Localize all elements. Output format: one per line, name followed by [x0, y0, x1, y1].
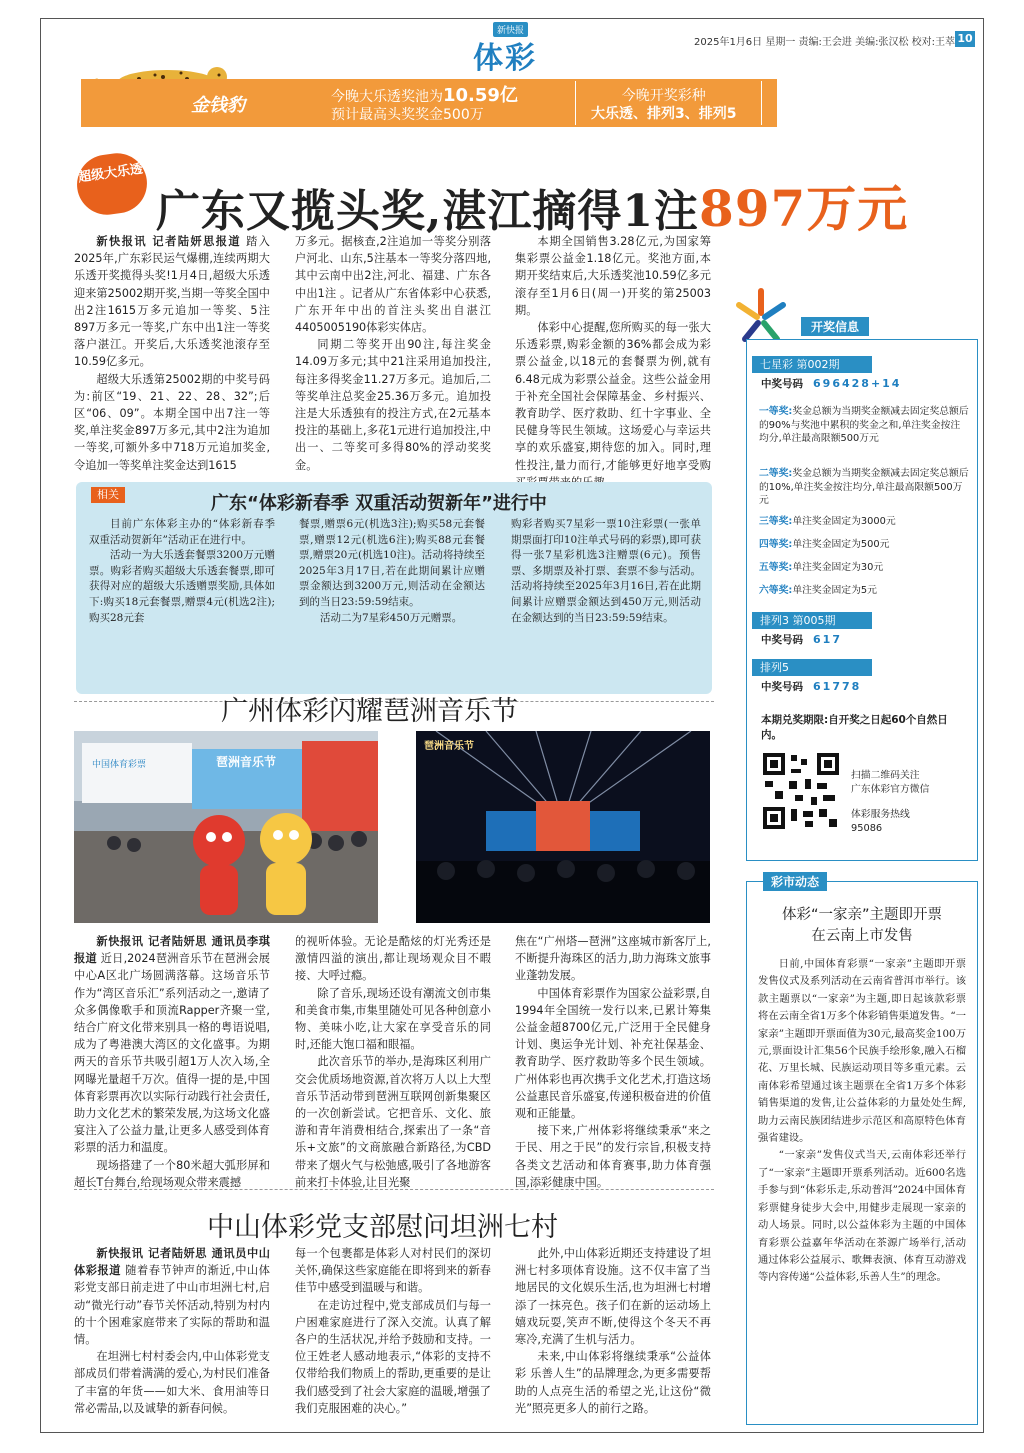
music-p3: 的视听体验。无论是酷炫的灯光秀还是激情四溢的演出,都让现场观众目不暇接、大呼过瘾。 [295, 935, 491, 983]
page-number: 10 [955, 31, 975, 47]
jackpot-info [331, 87, 518, 124]
lead-byline: 新快报讯 记者陆妍思报道 [96, 235, 242, 248]
headline-amount: 897万元 [698, 179, 909, 238]
prize-1-head: 一等奖: [759, 406, 793, 417]
lead-column-1 [74, 233, 270, 473]
pl3-row [761, 633, 842, 647]
prize-2-text: 奖金总额为当期奖金额减去固定奖总额后的10%,单注奖金按注均分,单注最高限额500万元 [759, 468, 969, 506]
jackpot-amount: 10.59亿 [443, 85, 518, 106]
music-column-2 [295, 933, 491, 1189]
photo2-logo: 琶洲音乐节 [424, 741, 474, 752]
related-p3: 餐票,赠票6元(机选3注);购买58元套餐票,赠票12元(机选6注);购买88元套餐票,赠票20元(机选10注)。活动将持续至2025年3月17日,若在此期间累计应赠票金额达到3200万元,则活动在金额达到的当日23:59:59结束。 [299, 518, 485, 608]
lead-p2: 超级大乐透第25002期的中奖号码为:前区“19、21、22、28、32”;后区“06、09”。本期全国中出7注一等奖,单注奖金897万多元,其中2注为追加一等奖,可额外多中718万元追加奖金,令追加一等奖单注奖金达到1615 [74, 372, 270, 472]
zs-p6: 未来,中山体彩将继续秉承“公益体彩 乐善人生”的品牌理念,为更多需要帮助的人点亮生活的希望之光,让这份“微光”照亮更多人的前行之路。 [515, 1350, 711, 1415]
qxc-row [761, 377, 901, 391]
lead-p1-text: 踏入2025年,广东彩民运气爆棚,连续两期大乐透开奖揽得头奖!1月4日,超级大乐透迎来第25002期开奖,当期一等奖全国中出2注1615万多元追加一等奖、5注897万多元一等奖,广东中出1注一等奖落户湛江。开奖后,大乐透奖池滚存至10.59亿多元。 [74, 235, 270, 369]
hotline-label: 体彩服务热线 [851, 809, 910, 820]
prize-5-text: 单注奖金固定为30元 [792, 562, 884, 573]
lottery-news-tag: 彩市动态 [763, 872, 827, 891]
prize-4 [759, 538, 969, 552]
prize-4-text: 单注奖金固定为500元 [792, 539, 890, 550]
prize-3-text: 单注奖金固定为3000元 [792, 516, 896, 527]
music-p1 [74, 933, 270, 1157]
related-p1: 目前广东体彩主办的“体彩新春季 双重活动贺新年”活动正在进行中。 [89, 518, 275, 546]
lead-column-3 [515, 233, 711, 473]
zs-p3: 每一个包裹都是体彩人对村民们的深切关怀,确保这些家庭能在即将到来的新春佳节中感受到温暖与和谐。 [295, 1247, 491, 1295]
pl3-label: 中奖号码 [761, 634, 803, 646]
qxc-title: 七星彩 第002期 [752, 356, 872, 373]
zs-p1-text: 随着春节钟声的渐近,中山体彩党支部日前走进了中山市坦洲七村,启动“微光行动”春节关怀活动,特别为村内的十个困难家庭带来了实际的帮助和温情。 [74, 1264, 270, 1347]
zs-p1 [74, 1245, 270, 1348]
music-p4: 除了音乐,现场还设有潮流文创市集和美食市集,市集里随处可见各种创意小物、美味小吃,让大家在享受音乐的同时,还能大饱口福和眼福。 [295, 986, 491, 1052]
site2-url[interactable]: www.gdlottery.cn [793, 117, 862, 126]
music-title: 广州体彩闪耀琶洲音乐节 [221, 696, 518, 727]
related-title: 广东“体彩新春季 双重活动贺新年”进行中 [211, 493, 547, 514]
pl3-title: 排列3 第005期 [752, 612, 872, 629]
qr-caption [851, 769, 971, 835]
lead-p3: 万多元。据核查,2注追加一等奖分别落户河北、山东,5注基本一等奖分落四地,其中云南中出2注,河北、福建、广东各中出1注 。记者从广东省体彩中心获悉,广东开年中出的首注头奖出自湛江4405005190体彩实体店。 [295, 235, 491, 335]
zhongshan-column-2 [295, 1245, 491, 1427]
prize-3 [759, 515, 969, 529]
qr-text1: 扫描二维码关注 [851, 770, 920, 781]
qxc-number: 696428+14 [813, 377, 902, 390]
site2-name: 广东省体育彩票中心官方网站 [793, 106, 897, 115]
news-p1: 日前,中国体育彩票“一家亲”主题即开票发售仪式及系列活动在云南省普洱市举行。该款主题票以“一家亲”为主题,即日起该款彩票将在云南全省1万多个体彩销售渠道发售。“一家亲”主题即开票面值为30元,最高奖金100万元,票面设计汇集56个民族手绘形象,融入石榴花、万里长城、民族运动项目等多重元素。云南体彩希望通过该主题票在全省1万多个体彩销售渠道的发售,让公益体彩的力量处处生辉,助力云南民族团结进步示范区和高原特色体育强省建设。 [758, 958, 966, 1145]
draw-info-tag: 开奖信息 [801, 317, 869, 336]
qr-code[interactable] [761, 751, 841, 831]
section-divider-2 [74, 1189, 714, 1190]
tonight-label: 今晚开奖彩种 [621, 88, 706, 104]
prize-6-text: 单注奖金固定为5元 [792, 585, 877, 596]
related-tag: 相关 [91, 487, 125, 503]
lead-p1 [74, 233, 270, 371]
lead-column-2 [295, 233, 491, 473]
music-p6: 焦在“广州塔—琶洲”这座城市新客厅上,不断提升海珠区的活力,助力海珠文旅事业蓬勃发展。 [515, 935, 711, 983]
banner-divider-2 [761, 81, 762, 125]
related-column-1 [89, 517, 275, 689]
pl5-row [761, 680, 861, 694]
related-column-3 [511, 517, 701, 689]
prize-4-head: 四等奖: [759, 539, 793, 550]
prize-1-text: 奖金总额为当期奖金额减去固定奖总额后的90%与奖池中累积的奖金之和,单注奖金按注均分,单注最高限额500万元 [759, 406, 969, 444]
site1-url[interactable]: www.lottery.gov.cn [793, 95, 869, 104]
zs-p2: 在坦洲七村村委会内,中山体彩党支部成员们带着满满的爱心,为村民们准备了丰富的年货——如大米、食用油等日常必需品,以及诚挚的新春问候。 [74, 1350, 270, 1415]
super-lotto-badge: 超级大乐透 [73, 149, 151, 218]
qr-text2: 广东体彩官方微信 [851, 783, 930, 795]
jackpot-prefix: 今晚大乐透奖池为 [331, 89, 443, 105]
hotline-number: 95086 [851, 822, 883, 834]
news-title-1: 体彩“一家亲”主题即开票 [781, 907, 943, 923]
pl5-title: 排列5 [752, 659, 872, 676]
lead-p4: 同期二等奖开出90注,每注奖金14.09万多元;其中21注采用追加投注,每注多得奖金11.27万多元。追加后,二等奖单注总奖金25.36万多元。追加投注是大乐透独有的投注方式,在2元基本投注的基础上,多花1元进行追加投注,中出一、二等奖可多得80%的浮动奖奖金。 [295, 338, 491, 472]
newspaper-page [40, 18, 984, 1433]
zs-p5: 此外,中山体彩近期还支持建设了坦洲七村多项体育设施。这不仅丰富了当地居民的文化娱乐生活,也为坦洲七村增添了一抹亮色。孩子们在新的运动场上嬉戏玩耍,笑声不断,使得这个冬天不再寒冷,充满了生机与活力。 [515, 1247, 711, 1347]
pl5-label: 中奖号码 [761, 681, 803, 693]
related-p5: 购彩者购买7星彩一票10注彩票(一张单期票面打印10注单式号码的彩票),即可获得一张7星彩机选3注赠票(6元)。预售票、多期票及补打票、套票不参与活动。活动将持续至2025年3月16日,若在此期间累计应赠票金额达到450万元,则活动在金额达到的当日23:59:59结束。 [511, 518, 701, 624]
music-p7: 中国体育彩票作为国家公益彩票,自1994年全国统一发行以来,已累计筹集公益金超8700亿元,广泛用于全民健身计划、奥运争光计划、补充社保基金、教育助学、医疗救助等多个民生领域。广州体彩也再次携手文化艺术,打造这场公益惠民音乐盛宴,传递积极奋进的价值观和正能量。 [515, 986, 711, 1121]
photo1-banner: 琶洲音乐节 [215, 755, 276, 769]
prize-3-head: 三等奖: [759, 516, 793, 527]
prize-2-head: 二等奖: [759, 468, 793, 479]
music-p2: 现场搭建了一个80米超大弧形屏和超长T台舞台,给现场观众带来震撼 [74, 1158, 270, 1189]
music-p8: 接下来,广州体彩将继续秉承“来之于民、用之于民”的发行宗旨,积极支持各类文艺活动和体育赛事,助力体育强国,添彩健康中国。 [515, 1124, 711, 1189]
tonight-games: 大乐透、排列3、排列5 [591, 106, 737, 122]
prize-5-head: 五等奖: [759, 562, 793, 573]
zhongshan-column-1 [74, 1245, 270, 1427]
music-column-3 [515, 933, 711, 1189]
site1-name: 中国体育彩票中心官方网站 [793, 84, 889, 93]
official-sites [793, 83, 897, 127]
logo-text: 金钱豹 [191, 95, 245, 116]
dateline: 2025年1月6日 星期一 责编:王会进 美编:张汉松 校对:王萃 [694, 37, 955, 48]
music-p5: 此次音乐节的举办,是海珠区利用广交会优质场地资源,首次将万人以上大型音乐节活动带到琶洲互联网创新集聚区的一次创新尝试。它把音乐、文化、旅游和青年消费相结合,探索出了一条“音乐+文旅”的文商旅融合新路径,为CBD带来了烟火气与松弛感,吸引了各地游客前来打卡体验,让目光聚 [295, 1055, 491, 1189]
photo-mascots [74, 731, 378, 923]
section-flag: 新快报 [493, 22, 528, 37]
jackpot-max: 预计最高头奖奖金500万 [331, 107, 484, 123]
news-body [758, 956, 966, 1287]
lead-p5: 本期全国销售3.28亿元,为国家筹集彩票公益金1.18亿元。奖池方面,本期开奖结束后,大乐透奖池10.59亿多元滚存至1月6日(周一)开奖的第25003期。 [515, 235, 711, 317]
music-column-1 [74, 933, 270, 1189]
prize-6 [759, 584, 969, 598]
section-title: 体彩 [473, 41, 537, 76]
prize-1 [759, 405, 969, 446]
lead-p6: 体彩中心提醒,您所购买的每一张大乐透彩票,购彩金额的36%都会成为彩票公益金,以18元的套餐票为例,就有6.48元成为彩票公益金。这些公益金用于补充全国社会保障基金、乡村振兴、教育助学、医疗救助、红十字事业、全民健身等民生领域。这场爱心与幸运共享的欢乐盛宴,期待您的加入。同时,理性投注,量力而行,才能够更好地享受购 [515, 321, 711, 472]
tonight-draws [591, 87, 736, 123]
prize-2 [759, 467, 969, 508]
zhongshan-title: 中山体彩党支部慰问坦洲七村 [207, 1212, 558, 1243]
photo1-sign: 中国体育彩票 [92, 760, 147, 770]
news-p2: “一家亲”发售仪式当天,云南体彩还举行了“一家亲”主题即开票系列活动。近600名选手参与到“体彩乐走,乐动普洱”2024中国体育彩票健身徒步大会中,用健步走展现一家亲的动人场景。同时,以公益体彩为主题的中国体育彩票公益嘉年华活动在茶源广场举行,活动通过体彩公益展示、歌舞表演、体育互动游戏等内容传递“公益体彩,乐善人生”的理念。 [758, 1149, 966, 1284]
music-byline: 新快报讯 记者陆妍思 通讯员李琪报道 [74, 935, 270, 966]
photo-stage [416, 731, 710, 923]
qxc-label: 中奖号码 [761, 378, 803, 390]
pl5-number: 61778 [813, 680, 862, 693]
prize-5 [759, 561, 969, 575]
related-p4: 活动二为7星彩450万元赠票。 [320, 611, 463, 624]
zhongshan-column-3 [515, 1245, 711, 1427]
pl3-number: 617 [813, 633, 842, 646]
banner-divider [575, 81, 576, 125]
news-title-2: 在云南上市发售 [811, 928, 913, 944]
zs-p4: 在走访过程中,党支部成员们与每一户困难家庭进行了深入交流。认真了解各户的生活状况,并给予鼓励和支持。一位王姓老人感动地表示,“体彩的支持不仅带给我们物质上的帮助,更重要的是让我们感受到了社会大家庭的温暖,增强了我们克服困难的决心。” [295, 1298, 491, 1415]
prize-6-head: 六等奖: [759, 585, 793, 596]
music-p1-text: 近日,2024琶洲音乐节在琶洲会展中心A区北广场圆满落幕。这场音乐节作为“湾区音乐汇”系列活动之一,邀请了众多偶像歌手和顶流Rapper齐聚一堂,结合广府文化带来别具一格的粤语说唱,成为了粤港澳大湾区的文化盛事。为期两天的音乐节共吸引超1万人次入场,全网曝光量超千万次。值得一提的是,中国体育彩票再次以实际行动践行社会责任,助力文化艺术的繁荣发展,为这场文化盛宴注入了公益力量,让更多人感受到体育彩票的活力和温度。 [74, 952, 270, 1155]
zs-byline: 新快报讯 记者陆妍思 通讯员中山体彩报道 [74, 1247, 270, 1278]
lead-headline [156, 169, 908, 241]
related-p2: 活动一为大乐透套餐票3200万元赠票。购彩者购买超级大乐透套餐票,即可获得对应的超级大乐透赠票奖励,具体如下:购买18元套餐票,赠票4元(机选2注);购买28元套 [89, 549, 275, 624]
related-column-2 [299, 517, 485, 689]
lottery-star-logo [731, 287, 791, 347]
claim-deadline: 本期兑奖期限:自开奖之日起60个自然日内。 [761, 714, 948, 741]
headline-text: 广东又揽头奖,湛江摘得1注 [156, 186, 699, 237]
